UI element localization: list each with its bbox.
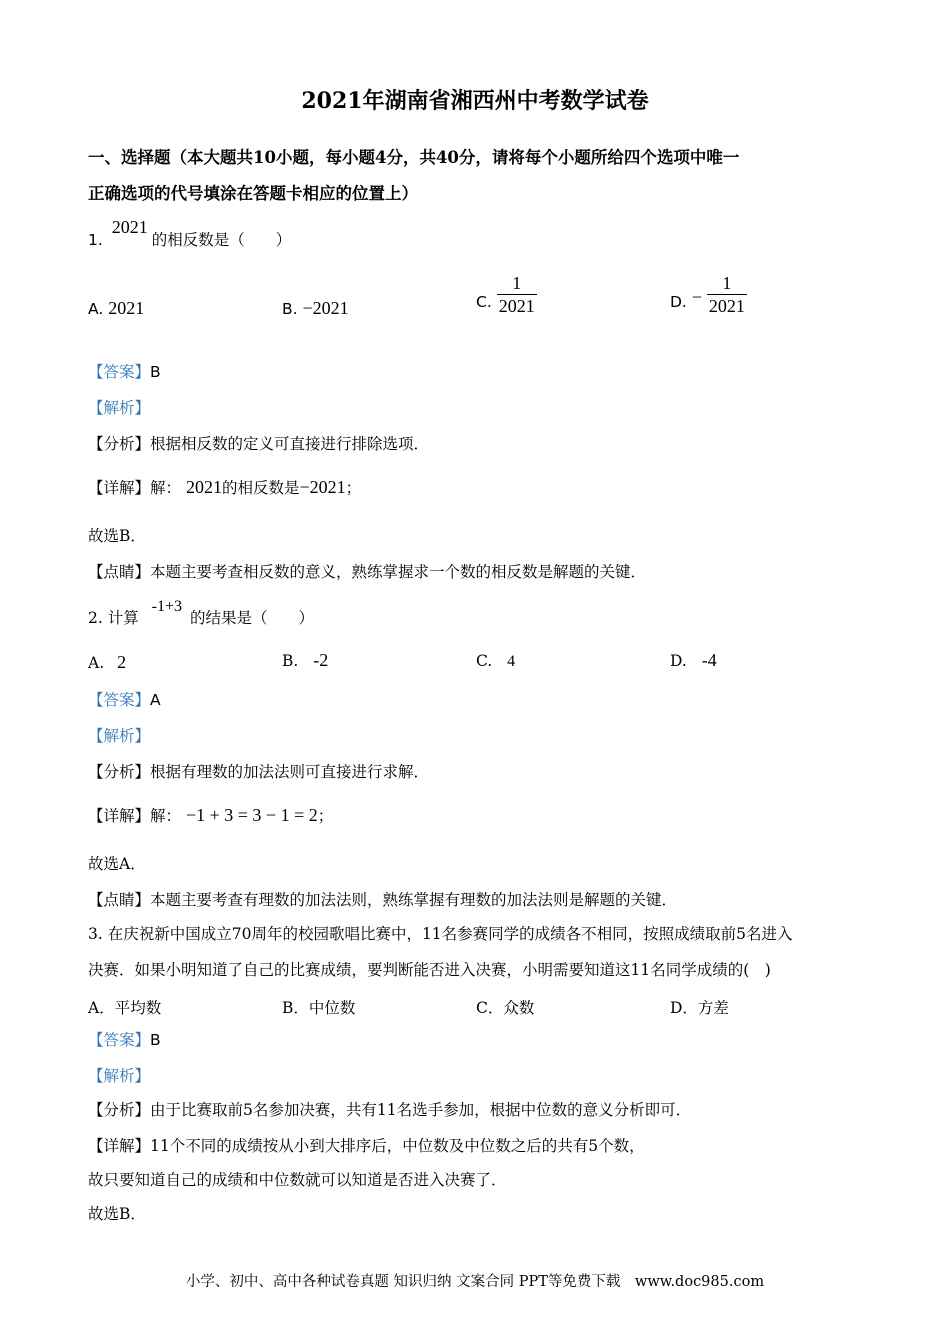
q1-dianjing: 【点睛】本题主要考查相反数的意义，熟练掌握求一个数的相反数是解题的关键． [88, 563, 647, 581]
q1-number: 1. [88, 231, 103, 249]
q2-conclusion: 故选A． [88, 855, 146, 873]
q1-stem-text: 的相反数是（ ） [151, 231, 292, 249]
q1-option-b: B. −2021 [282, 298, 349, 318]
q3-conclusion: 故选B． [88, 1205, 146, 1223]
section-heading-line2: 正确选项的代号填涂在答题卡相应的位置上） [88, 184, 418, 203]
q1-conclusion: 故选B． [88, 527, 146, 545]
q2-option-a: A. 2 [88, 652, 127, 672]
footer-watermark-text: 小学、初中、高中各种试卷真题 知识归纳 文案合同 PPT等免费下载 www.doc985.com [185, 1274, 765, 1290]
q3-option-d: D．方差 [670, 999, 729, 1017]
q3-analysis-label: 【解析】 [88, 1067, 151, 1085]
q2-stem: 2. 计算 -1+3的结果是（ ） [88, 598, 315, 627]
q2-expression: -1+3 [151, 598, 183, 615]
q1-xiangjie: 【详解】解： 2021的相反数是−2021； [88, 477, 362, 497]
q1-fenxi: 【分析】根据相反数的定义可直接进行排除选项． [88, 435, 430, 453]
q1-stem [88, 217, 292, 250]
q1-answer: 【答案】B [88, 363, 161, 381]
section-heading-line1: 一、选择题（本大题共10小题，每小题4分，共40分，请将每个小题所给四个选项中唯一 [88, 148, 740, 167]
q1-analysis-label: 【解析】 [88, 399, 151, 417]
q3-option-c: C．众数 [476, 999, 535, 1017]
q2-option-c: C. 4 [476, 652, 516, 670]
q1-option-d-fraction: $\frac{1}{2021}$ [708, 273, 745, 316]
q2-xiangjie: 【详解】解： −1 + 3 = 3 − 1 = 2； [88, 805, 334, 825]
q3-fenxi: 【分析】由于比赛取前5名参加决赛，共有11名选手参加，根据中位数的意义分析即可． [88, 1101, 692, 1119]
q3-xiangjie-line2: 故只要知道自己的成绩和中位数就可以知道是否进入决赛了． [88, 1171, 507, 1189]
q2-option-b: B. -2 [282, 650, 329, 670]
q2-analysis-label: 【解析】 [88, 727, 151, 745]
page-title: 2021年湖南省湘西州中考数学试卷 [301, 88, 649, 114]
q1-option-d: D. − $\frac{1}{2021}$ [670, 273, 745, 316]
q3-option-b: B．中位数 [282, 999, 356, 1017]
q2-dianjing: 【点睛】本题主要考查有理数的加法法则，熟练掌握有理数的加法法则是解题的关键． [88, 891, 678, 909]
q1-option-c: C. $\frac{1}{2021}$ [476, 273, 535, 316]
q1-expression: 2021 [111, 217, 148, 237]
q1-option-c-fraction: $\frac{1}{2021}$ [498, 273, 535, 316]
q3-option-a: A．平均数 [88, 999, 162, 1017]
q3-xiangjie: 【详解】11个不同的成绩按从小到大排序后，中位数及中位数之后的共有5个数， [88, 1137, 645, 1155]
q1-option-a: A. 2021 [88, 298, 145, 318]
q3-stem-line2: 决赛．如果小明知道了自己的比赛成绩，要判断能否进入决赛，小明需要知道这11名同学成绩的( ) [88, 961, 771, 979]
q2-option-d: D. -4 [670, 650, 717, 670]
q3-answer: 【答案】B [88, 1031, 161, 1049]
q3-stem-line1: 3. 在庆祝新中国成立70周年的校园歌唱比赛中，11名参赛同学的成绩各不相同，按照成绩取前5名进入 [88, 925, 793, 943]
q2-answer: 【答案】A [88, 691, 161, 709]
q2-fenxi: 【分析】根据有理数的加法法则可直接进行求解． [88, 763, 430, 781]
